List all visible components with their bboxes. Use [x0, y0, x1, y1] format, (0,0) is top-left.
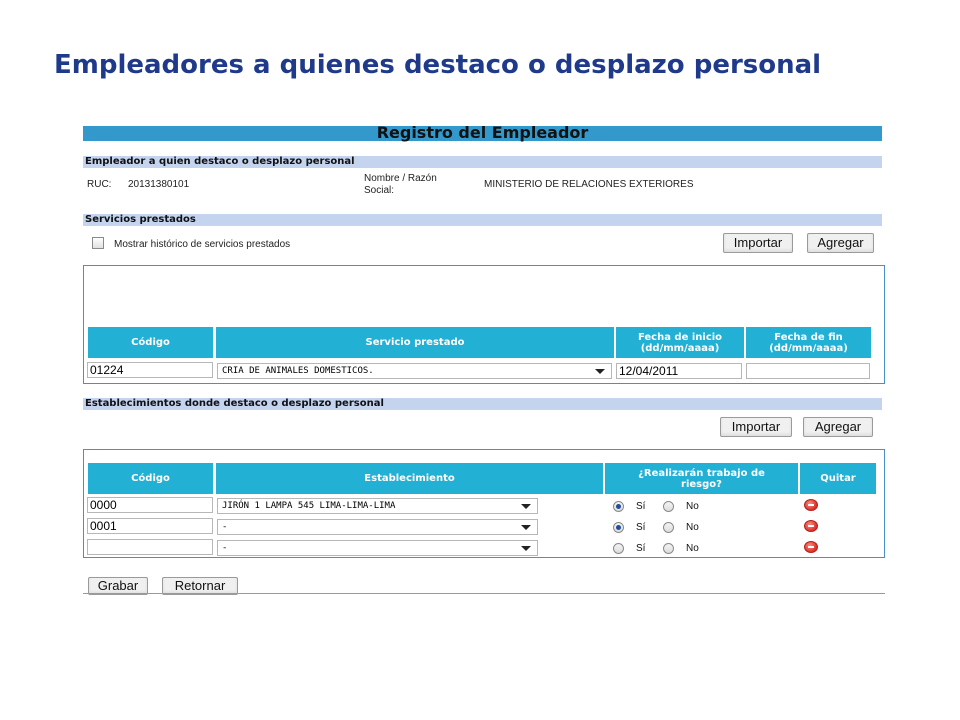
services-col-end: Fecha de fin (dd/mm/aaaa) [746, 327, 871, 358]
name-label-line1: Nombre / Razón [364, 173, 437, 184]
services-col-code: Código [88, 327, 213, 358]
slide-title: Empleadores a quienes destaco o desplazo personal [54, 50, 822, 80]
establishment-code-input[interactable] [87, 539, 213, 555]
service-code-input[interactable]: 01224 [87, 362, 213, 378]
services-col-start: Fecha de inicio (dd/mm/aaaa) [616, 327, 744, 358]
risk-no-radio[interactable] [663, 522, 674, 533]
ruc-label: RUC: [87, 179, 112, 190]
services-section-title: Servicios prestados [83, 214, 882, 226]
ruc-value: 20131380101 [128, 179, 190, 190]
establishments-col-establishment: Establecimiento [216, 463, 603, 494]
establishment-code-input[interactable]: 0000 [87, 497, 213, 513]
chevron-down-icon [521, 546, 531, 551]
risk-no-label: No [686, 522, 699, 533]
footer-divider [83, 593, 885, 594]
establishment-code-input[interactable]: 0001 [87, 518, 213, 534]
save-button[interactable]: Grabar [88, 577, 148, 595]
services-col-service: Servicio prestado [216, 327, 614, 358]
establishments-col-remove: Quitar [800, 463, 876, 494]
establishments-col-risk: ¿Realizarán trabajo de riesgo? [605, 463, 798, 494]
establishments-section-title: Establecimientos donde destaco o desplazo personal [83, 398, 882, 410]
history-checkbox[interactable] [92, 237, 104, 249]
risk-no-label: No [686, 543, 699, 554]
services-import-button[interactable]: Importar [723, 233, 793, 253]
risk-yes-radio[interactable] [613, 543, 624, 554]
service-start-date-input[interactable]: 12/04/2011 [616, 363, 742, 379]
risk-yes-label: Sí [636, 543, 646, 554]
history-checkbox-label: Mostrar histórico de servicios prestados [114, 239, 291, 250]
remove-icon[interactable] [804, 520, 818, 532]
chevron-down-icon [521, 525, 531, 530]
establishments-add-button[interactable]: Agregar [803, 417, 873, 437]
services-add-button[interactable]: Agregar [807, 233, 874, 253]
risk-no-radio[interactable] [663, 501, 674, 512]
form-header: Registro del Empleador [83, 126, 882, 141]
employer-section-title: Empleador a quien destaco o desplazo personal [83, 156, 882, 168]
risk-no-label: No [686, 501, 699, 512]
chevron-down-icon [595, 369, 605, 374]
risk-yes-label: Sí [636, 501, 646, 512]
risk-yes-label: Sí [636, 522, 646, 533]
employer-name-value: MINISTERIO DE RELACIONES EXTERIORES [484, 179, 694, 190]
chevron-down-icon [521, 504, 531, 509]
service-select[interactable]: CRIA DE ANIMALES DOMESTICOS. [217, 363, 612, 379]
risk-no-radio[interactable] [663, 543, 674, 554]
establishments-import-button[interactable]: Importar [720, 417, 792, 437]
risk-yes-radio[interactable] [613, 522, 624, 533]
establishment-select[interactable]: JIRÓN 1 LAMPA 545 LIMA-LIMA-LIMA [217, 498, 538, 514]
risk-yes-radio[interactable] [613, 501, 624, 512]
establishment-select[interactable]: - [217, 540, 538, 556]
establishments-col-code: Código [88, 463, 213, 494]
name-label-line2: Social: [364, 185, 395, 196]
service-end-date-input[interactable] [746, 363, 870, 379]
back-button[interactable]: Retornar [162, 577, 238, 595]
remove-icon[interactable] [804, 541, 818, 553]
establishment-select[interactable]: - [217, 519, 538, 535]
remove-icon[interactable] [804, 499, 818, 511]
